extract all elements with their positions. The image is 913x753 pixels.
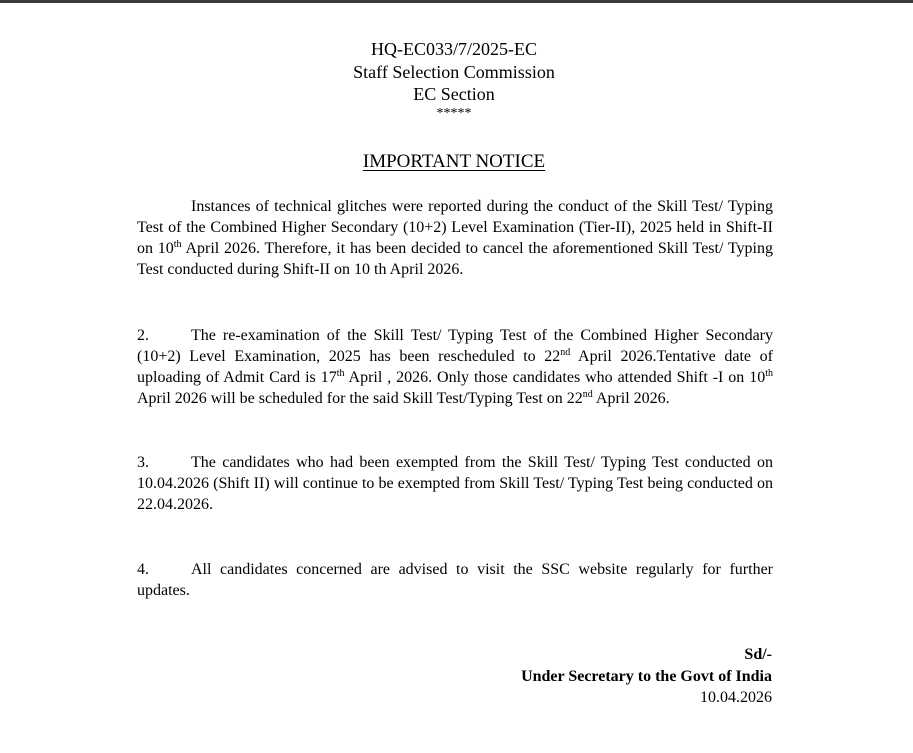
paragraph-3	[137, 452, 773, 515]
paragraph-1-text-a: Instances of technical glitches were reported during the conduct of the Skill Test/ Typing Test of the Combined Higher Secondary (10+2) Level Examination (Tier-II), 2025 held in Shift-II on 10	[137, 198, 773, 257]
notice-title-text: IMPORTANT NOTICE	[362, 151, 546, 172]
paragraph-2-sup-a: nd	[560, 347, 571, 358]
paragraph-4-text: All candidates concerned are advised to visit the SSC website regularly for further updates.	[137, 561, 773, 599]
paragraph-2-sup-b: th	[336, 368, 345, 379]
paragraph-4-number: 4.	[137, 561, 149, 578]
reference-number: HQ-EC033/7/2025-EC	[371, 39, 537, 59]
paragraph-2-sup-d: nd	[582, 389, 593, 400]
paragraph-2	[137, 325, 773, 409]
signature-date: 10.04.2026	[700, 689, 772, 706]
document-header	[0, 38, 908, 121]
paragraph-3-text: The candidates who had been exempted from the Skill Test/ Typing Test conducted on 10.04.2026 (Shift II) will continue to be exempted from Skill Test/ Typing Test being conducted on 22.04.2026.	[137, 454, 773, 513]
paragraph-1-text-b: April 2026. Therefore, it has been decided to cancel the aforementioned Skill Test/ Typing Test conducted during Shift-II on 10 th April 2026.	[137, 240, 774, 278]
notice-title	[0, 150, 908, 174]
organization-name: Staff Selection Commission	[353, 61, 555, 82]
section-name: EC Section	[413, 84, 495, 104]
paragraph-2-text-e: April 2026.	[592, 390, 670, 407]
paragraph-2-sup-c: th	[765, 368, 773, 379]
top-border	[0, 0, 913, 3]
paragraph-1	[137, 196, 773, 280]
signatory-designation: Under Secretary to the Govt of India	[521, 667, 772, 685]
signature-block	[521, 644, 772, 709]
paragraph-1-sup-a: th	[173, 239, 182, 250]
paragraph-4	[137, 559, 773, 601]
separator-stars: *****	[436, 105, 472, 121]
paragraph-2-number: 2.	[137, 327, 149, 344]
paragraph-2-text-c: April , 2026. Only those candidates who attended Shift -I on 10	[344, 369, 766, 386]
signature-sd: Sd/-	[744, 646, 772, 663]
paragraph-3-number: 3.	[137, 454, 149, 471]
paragraph-2-text-a: The re-examination of the Skill Test/ Typing Test of the Combined Higher Secondary (10+2) Level Examination, 2025 has been rescheduled to 22	[137, 327, 773, 365]
paragraph-2-text-d: April 2026 will be scheduled for the said Skill Test/Typing Test on 22	[137, 390, 583, 407]
paragraph-2-text-b: April 2026.Tentative date of uploading of Admit Card is 17	[137, 348, 773, 386]
